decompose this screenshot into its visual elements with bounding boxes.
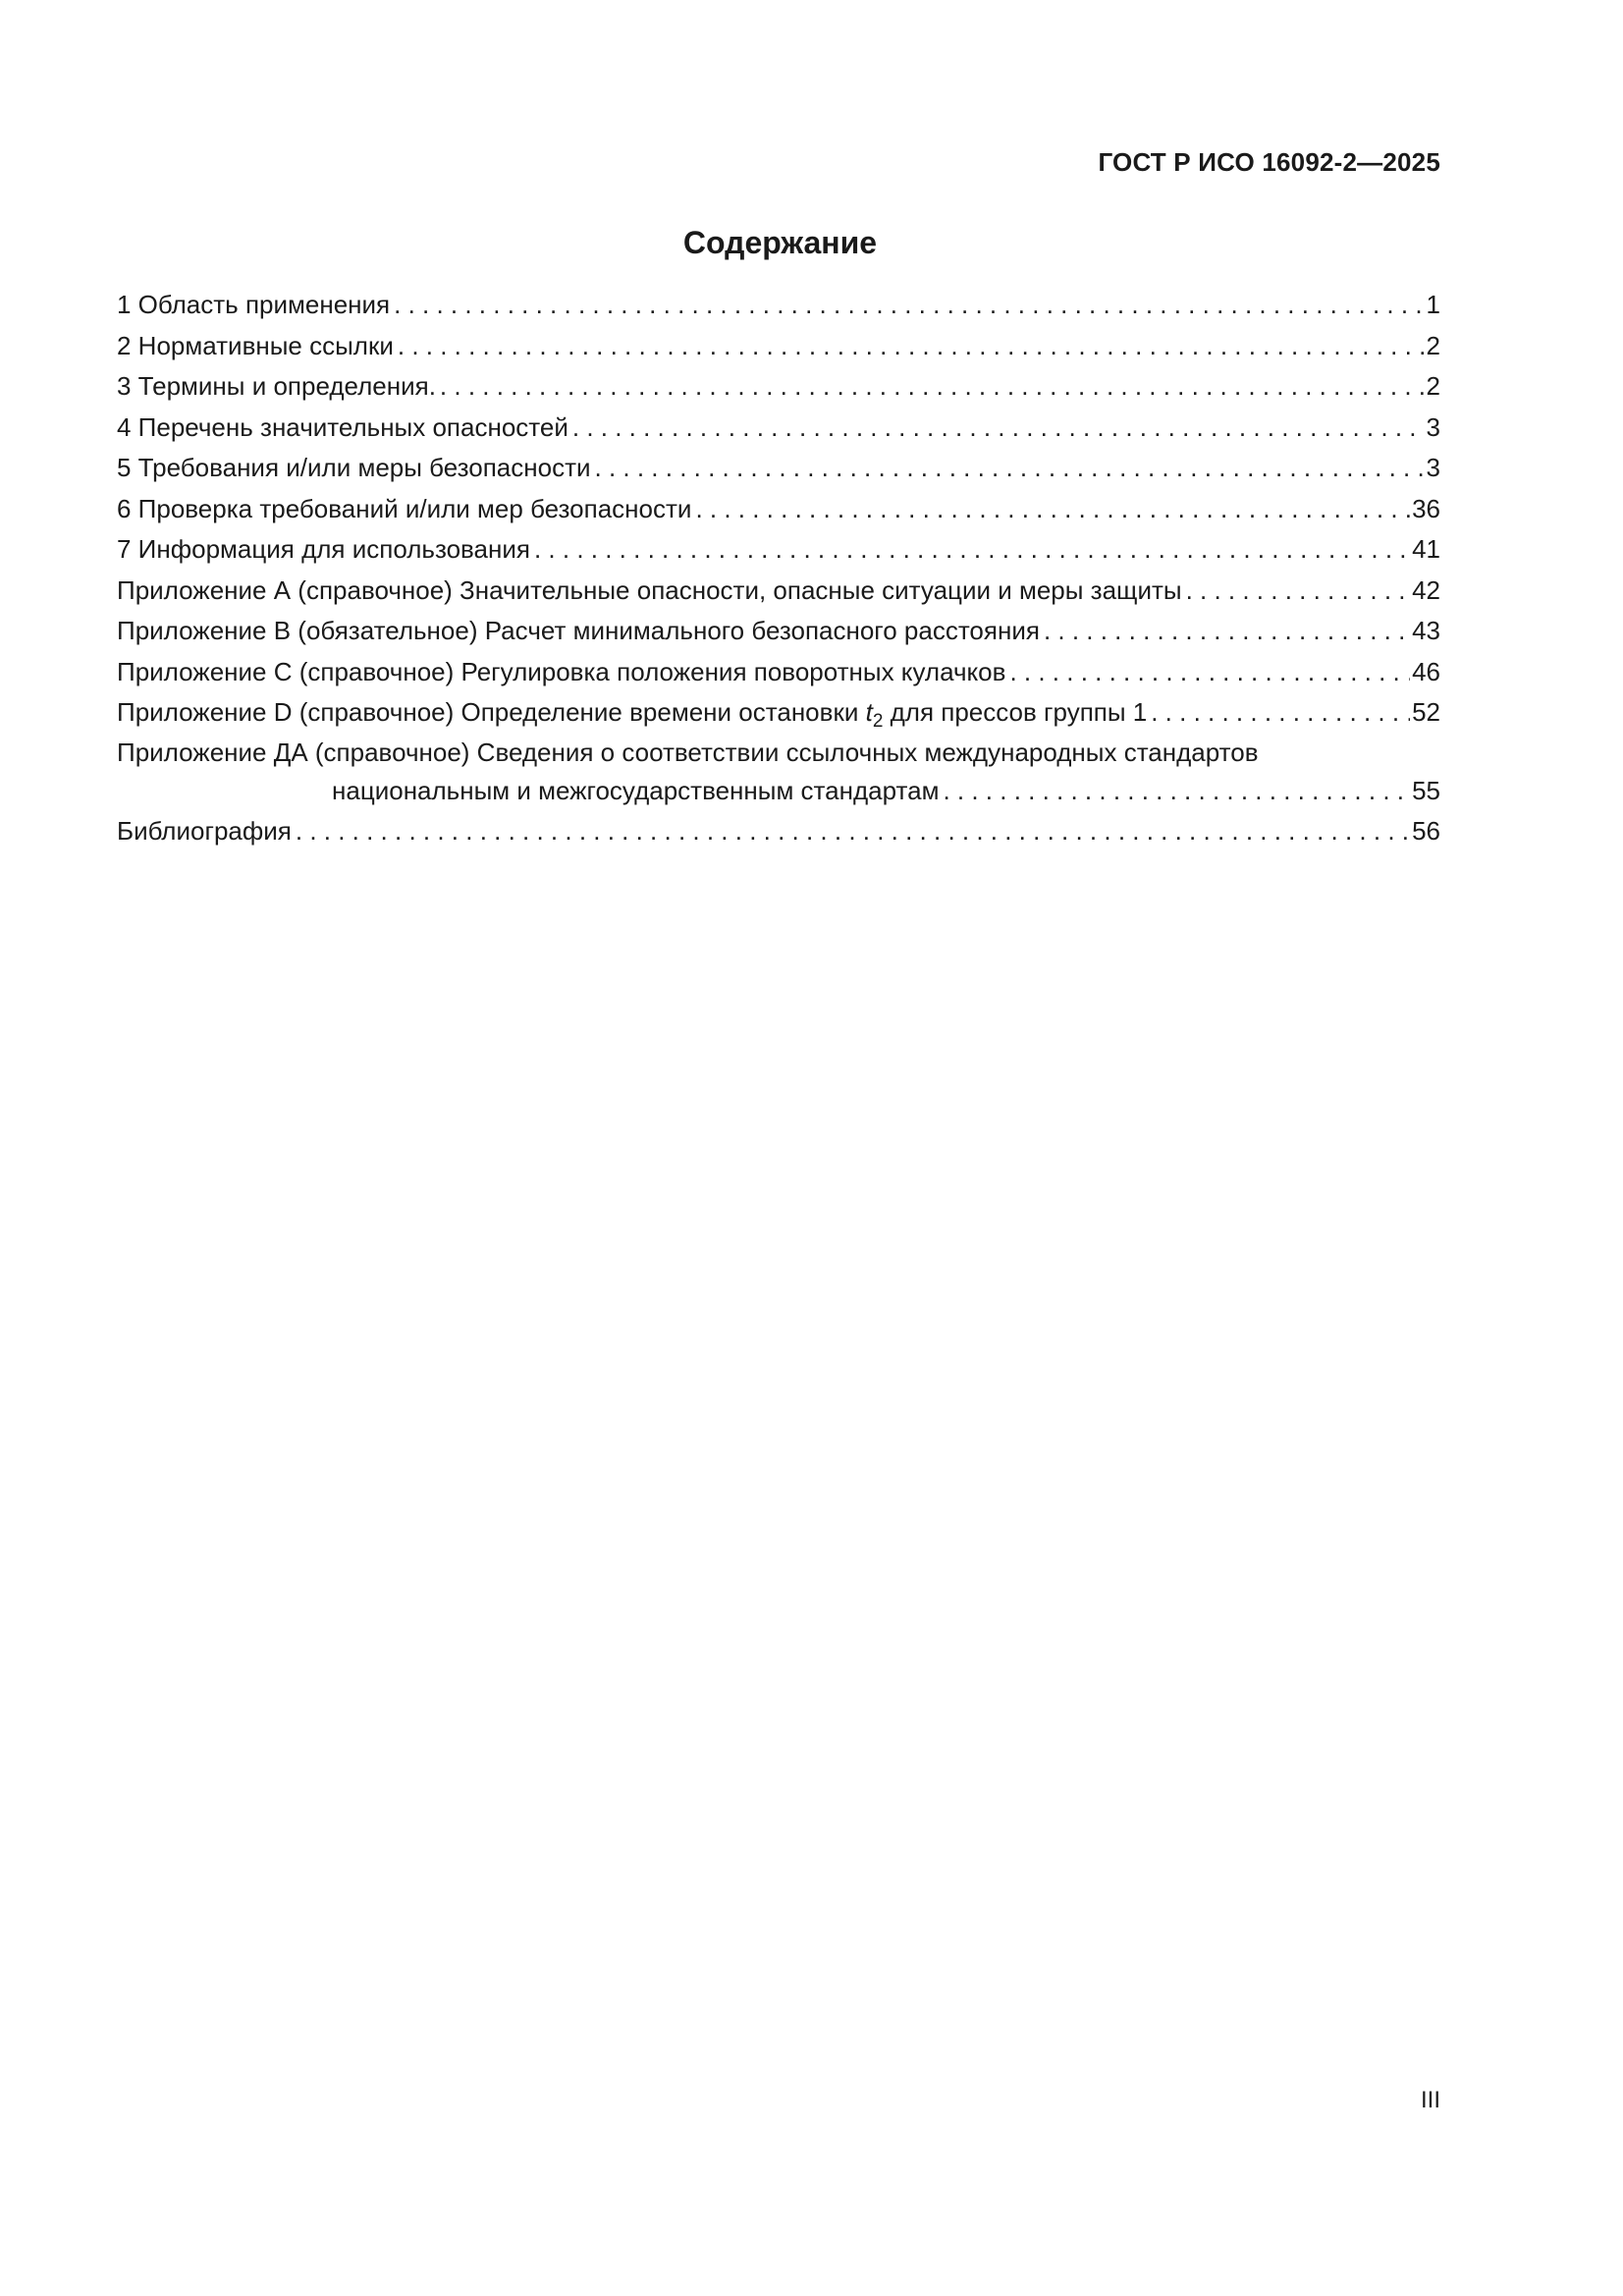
toc-entry-text — [117, 692, 1147, 734]
toc-entry-terms-definitions[interactable] — [117, 366, 1440, 408]
document-code-header: ГОСТ Р ИСО 16092-2—2025 — [1098, 147, 1440, 177]
toc-entry-normative-references[interactable] — [117, 326, 1440, 367]
toc-entry-text: 7 Информация для использования — [117, 534, 530, 564]
toc-entry-safety-requirements[interactable] — [117, 448, 1440, 489]
toc-entry-verification[interactable] — [117, 489, 1440, 530]
toc-entry-text: Библиография — [117, 816, 292, 846]
toc-entry-text-line2: национальным и межгосударственным стандартам — [332, 775, 940, 805]
toc-entry-line2-row — [117, 771, 1440, 812]
toc-page-number: 46 — [1412, 656, 1440, 686]
toc-page-number: 36 — [1412, 493, 1440, 523]
toc-page-number: 2 — [1426, 371, 1440, 401]
toc-entry-text: Приложение В (обязательное) Расчет минимального безопасного расстояния — [117, 616, 1040, 645]
toc-leader-dots — [595, 448, 1425, 489]
toc-leader-dots — [1151, 692, 1410, 734]
toc-entry-bibliography[interactable] — [117, 811, 1440, 852]
toc-leader-dots — [1044, 611, 1410, 652]
toc-entry-annex-c[interactable] — [117, 652, 1440, 693]
toc-entry-text: 6 Проверка требований и/или мер безопасности — [117, 493, 692, 523]
toc-page-number: 1 — [1426, 290, 1440, 319]
toc-page-number: 3 — [1426, 453, 1440, 482]
toc-entry-text-before: Приложение D (справочное) Определение времени остановки — [117, 697, 866, 727]
toc-page-number: 3 — [1426, 411, 1440, 442]
toc-page-number: 42 — [1412, 574, 1440, 605]
toc-leader-dots — [1186, 571, 1411, 612]
variable-symbol: t — [865, 697, 873, 727]
toc-leader-dots — [534, 529, 1410, 571]
toc-entry-text: 5 Требования и/или меры безопасности — [117, 453, 591, 482]
toc-leader-dots — [695, 489, 1410, 530]
toc-entry-text: 4 Перечень значительных опасностей — [117, 411, 568, 442]
toc-page-number: 52 — [1412, 697, 1440, 727]
toc-entry-text: 1 Область применения — [117, 290, 391, 319]
toc-leader-dots — [1009, 652, 1410, 693]
page-number: III — [1420, 2087, 1440, 2113]
toc-entry-scope[interactable] — [117, 285, 1440, 326]
toc-entry-annex-d[interactable] — [117, 692, 1440, 734]
toc-page-number: 43 — [1412, 616, 1440, 645]
toc-page-number: 55 — [1412, 775, 1440, 805]
table-of-contents — [117, 285, 1440, 852]
toc-leader-dots — [394, 285, 1424, 326]
toc-entry-text-after: для прессов группы 1 — [883, 697, 1148, 727]
toc-page-number: 41 — [1412, 534, 1440, 564]
toc-entry-hazards-list[interactable] — [117, 408, 1440, 449]
toc-title: Содержание — [682, 225, 878, 260]
toc-leader-dots — [572, 408, 1425, 449]
toc-entry-text: 2 Нормативные ссылки — [117, 330, 394, 360]
toc-leader-dots — [440, 366, 1425, 408]
toc-leader-dots — [398, 326, 1425, 367]
toc-entry-annex-b[interactable] — [117, 611, 1440, 652]
toc-entry-text: Приложение А (справочное) Значительные опасности, опасные ситуации и меры защиты — [117, 574, 1182, 605]
toc-leader-dots — [296, 811, 1410, 852]
toc-entry-information-for-use[interactable] — [117, 529, 1440, 571]
variable-subscript: 2 — [872, 711, 884, 732]
toc-page-number: 2 — [1426, 330, 1440, 360]
toc-page-number: 56 — [1412, 816, 1440, 846]
toc-entry-text-line1: Приложение ДА (справочное) Сведения о соответствии ссылочных международных стандартов — [117, 737, 1259, 767]
toc-entry-text: Приложение С (справочное) Регулировка положения поворотных кулачков — [117, 656, 1006, 686]
toc-entry-text: 3 Термины и определения. — [117, 371, 436, 401]
toc-entry-annex-a[interactable] — [117, 571, 1440, 612]
toc-entry-annex-da[interactable] — [117, 734, 1440, 812]
toc-leader-dots — [943, 771, 1410, 812]
